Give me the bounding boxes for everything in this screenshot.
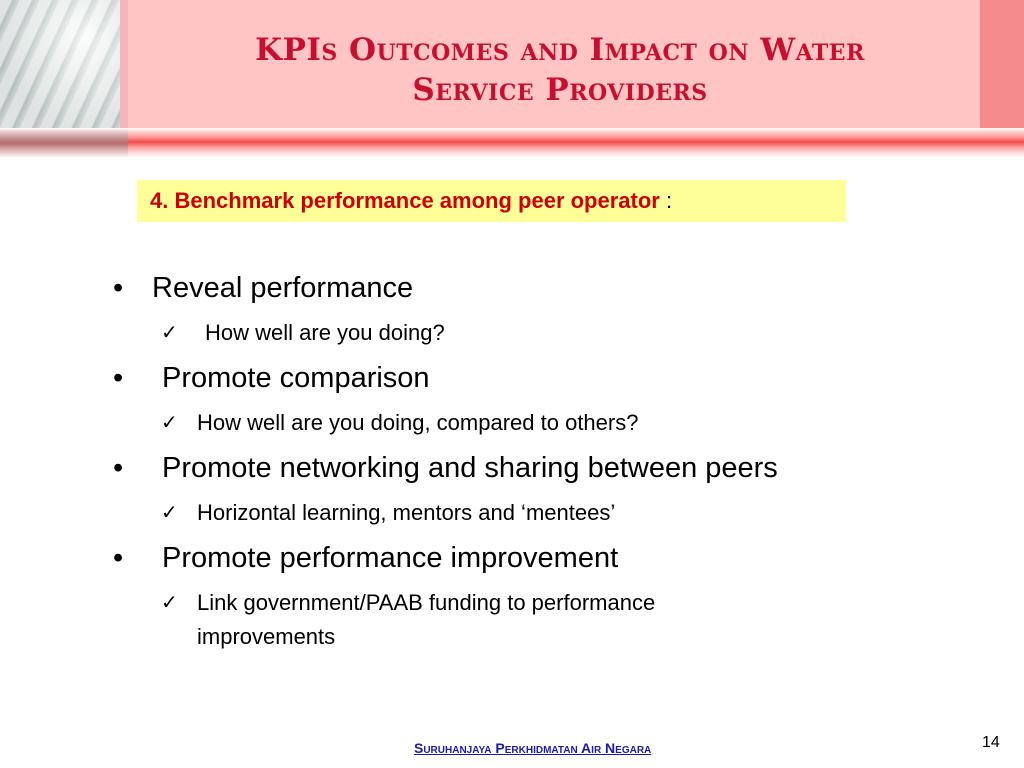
checkmark-icon: ✓: [161, 410, 178, 434]
section-number: 4.: [150, 188, 169, 213]
bullet-text: Promote networking and sharing between peers: [162, 452, 778, 484]
sub-item-text-line-1: Link government/PAAB funding to performance: [197, 590, 656, 615]
header-accent-stripe: [980, 0, 1024, 128]
sub-item-text: Horizontal learning, mentors and ‘mentees’: [197, 500, 616, 525]
bullet-dot-icon: •: [113, 362, 124, 394]
sub-item-text: How well are you doing?: [205, 320, 445, 345]
bullet-dot-icon: •: [113, 272, 124, 304]
section-heading-suffix: :: [665, 188, 673, 213]
checkmark-icon: ✓: [161, 500, 178, 524]
bullet-text: Promote performance improvement: [162, 542, 619, 574]
header-water-weir-image: [0, 0, 128, 128]
section-heading: Benchmark performance among peer operator: [174, 188, 660, 213]
page-number: 14: [982, 734, 1000, 751]
header-image-shade: [0, 0, 120, 128]
header-divider-band: [0, 128, 1024, 158]
sub-item-text: How well are you doing, compared to others?: [197, 410, 639, 435]
checkmark-icon: ✓: [161, 590, 178, 614]
slide-title-line-1: KPIs Outcomes and Impact on Water: [255, 32, 865, 68]
slide-title: [150, 30, 970, 110]
bullet-text: Reveal performance: [152, 272, 414, 304]
slide-title-line-2: Service Providers: [412, 72, 708, 108]
checkmark-icon: ✓: [161, 320, 178, 344]
bullet-dot-icon: •: [113, 452, 124, 484]
section-subtitle-box: [137, 180, 846, 222]
bullet-dot-icon: •: [113, 542, 124, 574]
sub-item-text-line-2: improvements: [197, 624, 336, 649]
bullet-text: Promote comparison: [162, 362, 430, 394]
footer-organization-name: Suruhanjaya Perkhidmatan Air Negara: [414, 740, 652, 756]
header-divider-left: [0, 128, 128, 158]
